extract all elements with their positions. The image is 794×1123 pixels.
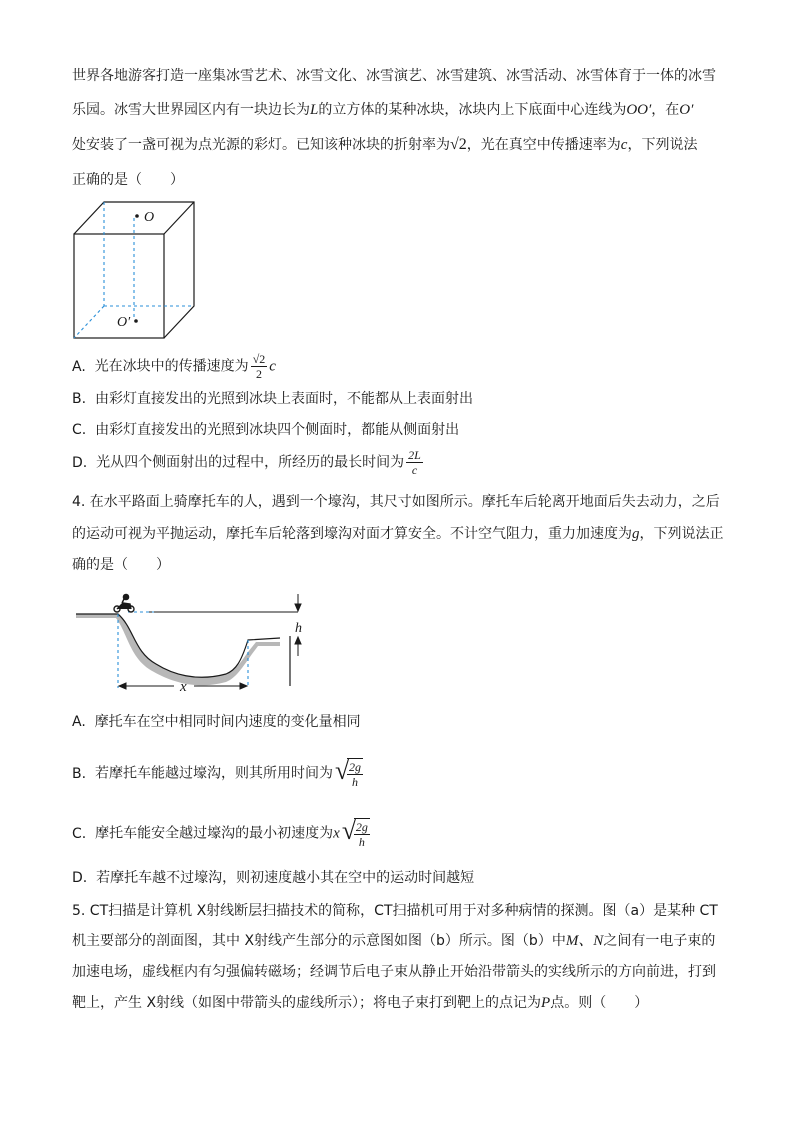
q4-stem-line-1: 4. 在水平路面上骑摩托车的人，遇到一个壕沟，其尺寸如图所示。摩托车后轮离开地面后失去动力，之后 [72, 494, 720, 510]
ground-outline [76, 614, 280, 677]
q5-stem-line-4: 靶上，产生 X射线（如图中带箭头的虚线所示）；将电子束打到靶上的点记为P点。则（ ） [72, 995, 649, 1011]
label-h: h [295, 621, 302, 636]
label-x: x [180, 679, 187, 695]
q4-option-b-sqrt: √ $\frac{2g}{h}$ [334, 756, 361, 789]
q3-option-a-fraction: $\frac{√2}{2}$ [252, 352, 266, 381]
label-O: O [144, 210, 155, 225]
q3-option-b[interactable]: B. 由彩灯直接发出的光照到冰块上表面时，不能都从上表面射出 [72, 391, 473, 407]
point-O [135, 214, 139, 218]
q3-cube-figure [70, 198, 210, 342]
cube-top-edges [74, 202, 194, 338]
q4-option-c-sqrt: √ $\frac{2g}{h}$ [341, 816, 368, 849]
cube-hidden-diagonal [74, 306, 104, 338]
q3-option-d-fraction: $\frac{2L}{c}$ [408, 448, 421, 477]
q3-stem-line-3: 处安装了一盏可视为点光源的彩灯。已知该种冰块的折射率为√2，光在真空中传播速率为c，下列说法 [72, 136, 698, 153]
q5-stem-line-1: 5. CT扫描是计算机 X射线断层扫描技术的简称，CT扫描机可用于对多种病情的探测。图（a）是某种 CT [72, 903, 718, 919]
q3-option-a[interactable]: A. 光在冰块中的传播速度为 $\frac{√2}{2}$ c [72, 352, 276, 381]
q4-ditch-figure [76, 590, 316, 700]
q3-option-d[interactable]: D. 光从四个侧面射出的过程中，所经历的最长时间为 $\frac{2L}{c}$ [72, 448, 421, 477]
q5-stem-line-2: 机主要部分的剖面图，其中 X射线产生部分的示意图如图（b）所示。图（b）中M、N之间有一电子束的 [72, 933, 716, 949]
q4-option-d[interactable]: D. 若摩托车越不过壕沟，则初速度越小其在空中的运动时间越短 [72, 870, 475, 886]
q4-option-b[interactable]: B. 若摩托车能越过壕沟，则其所用时间为 √ $\frac{2g}{h}$ [72, 758, 365, 789]
q3-stem-line-4: 正确的是（ ） [72, 172, 184, 188]
q4-option-a[interactable]: A. 摩托车在空中相同时间内速度的变化量相同 [72, 714, 361, 730]
q4-option-c[interactable]: C. 摩托车能安全越过壕沟的最小初速度为x √ $\frac{2g}{h}$ [72, 818, 372, 849]
q4-stem-line-3: 确的是（ ） [72, 557, 170, 573]
q5-stem-line-3: 加速电场，虚线框内有匀强偏转磁场；经调节后电子束从静止开始沿带箭头的实线所示的方向前进，打到 [72, 964, 716, 980]
q4-stem-line-2: 的运动可视为平抛运动，摩托车后轮落到壕沟对面才算安全。不计空气阻力，重力加速度为g，下列说法正 [72, 526, 724, 542]
q3-option-c[interactable]: C. 由彩灯直接发出的光照到冰块四个侧面时，都能从侧面射出 [72, 422, 460, 438]
label-O-prime: O′ [117, 315, 131, 330]
point-O-prime [134, 319, 138, 323]
q3-stem-line-2: 乐园。冰雪大世界园区内有一块边长为L的立方体的某种冰块，冰块内上下底面中心连线为OO′，在O′ [72, 102, 694, 118]
q3-stem-line-1: 世界各地游客打造一座集冰雪艺术、冰雪文化、冰雪演艺、冰雪建筑、冰雪活动、冰雪体育于一体的冰雪 [72, 68, 716, 84]
motorcycle-icon [114, 594, 134, 612]
